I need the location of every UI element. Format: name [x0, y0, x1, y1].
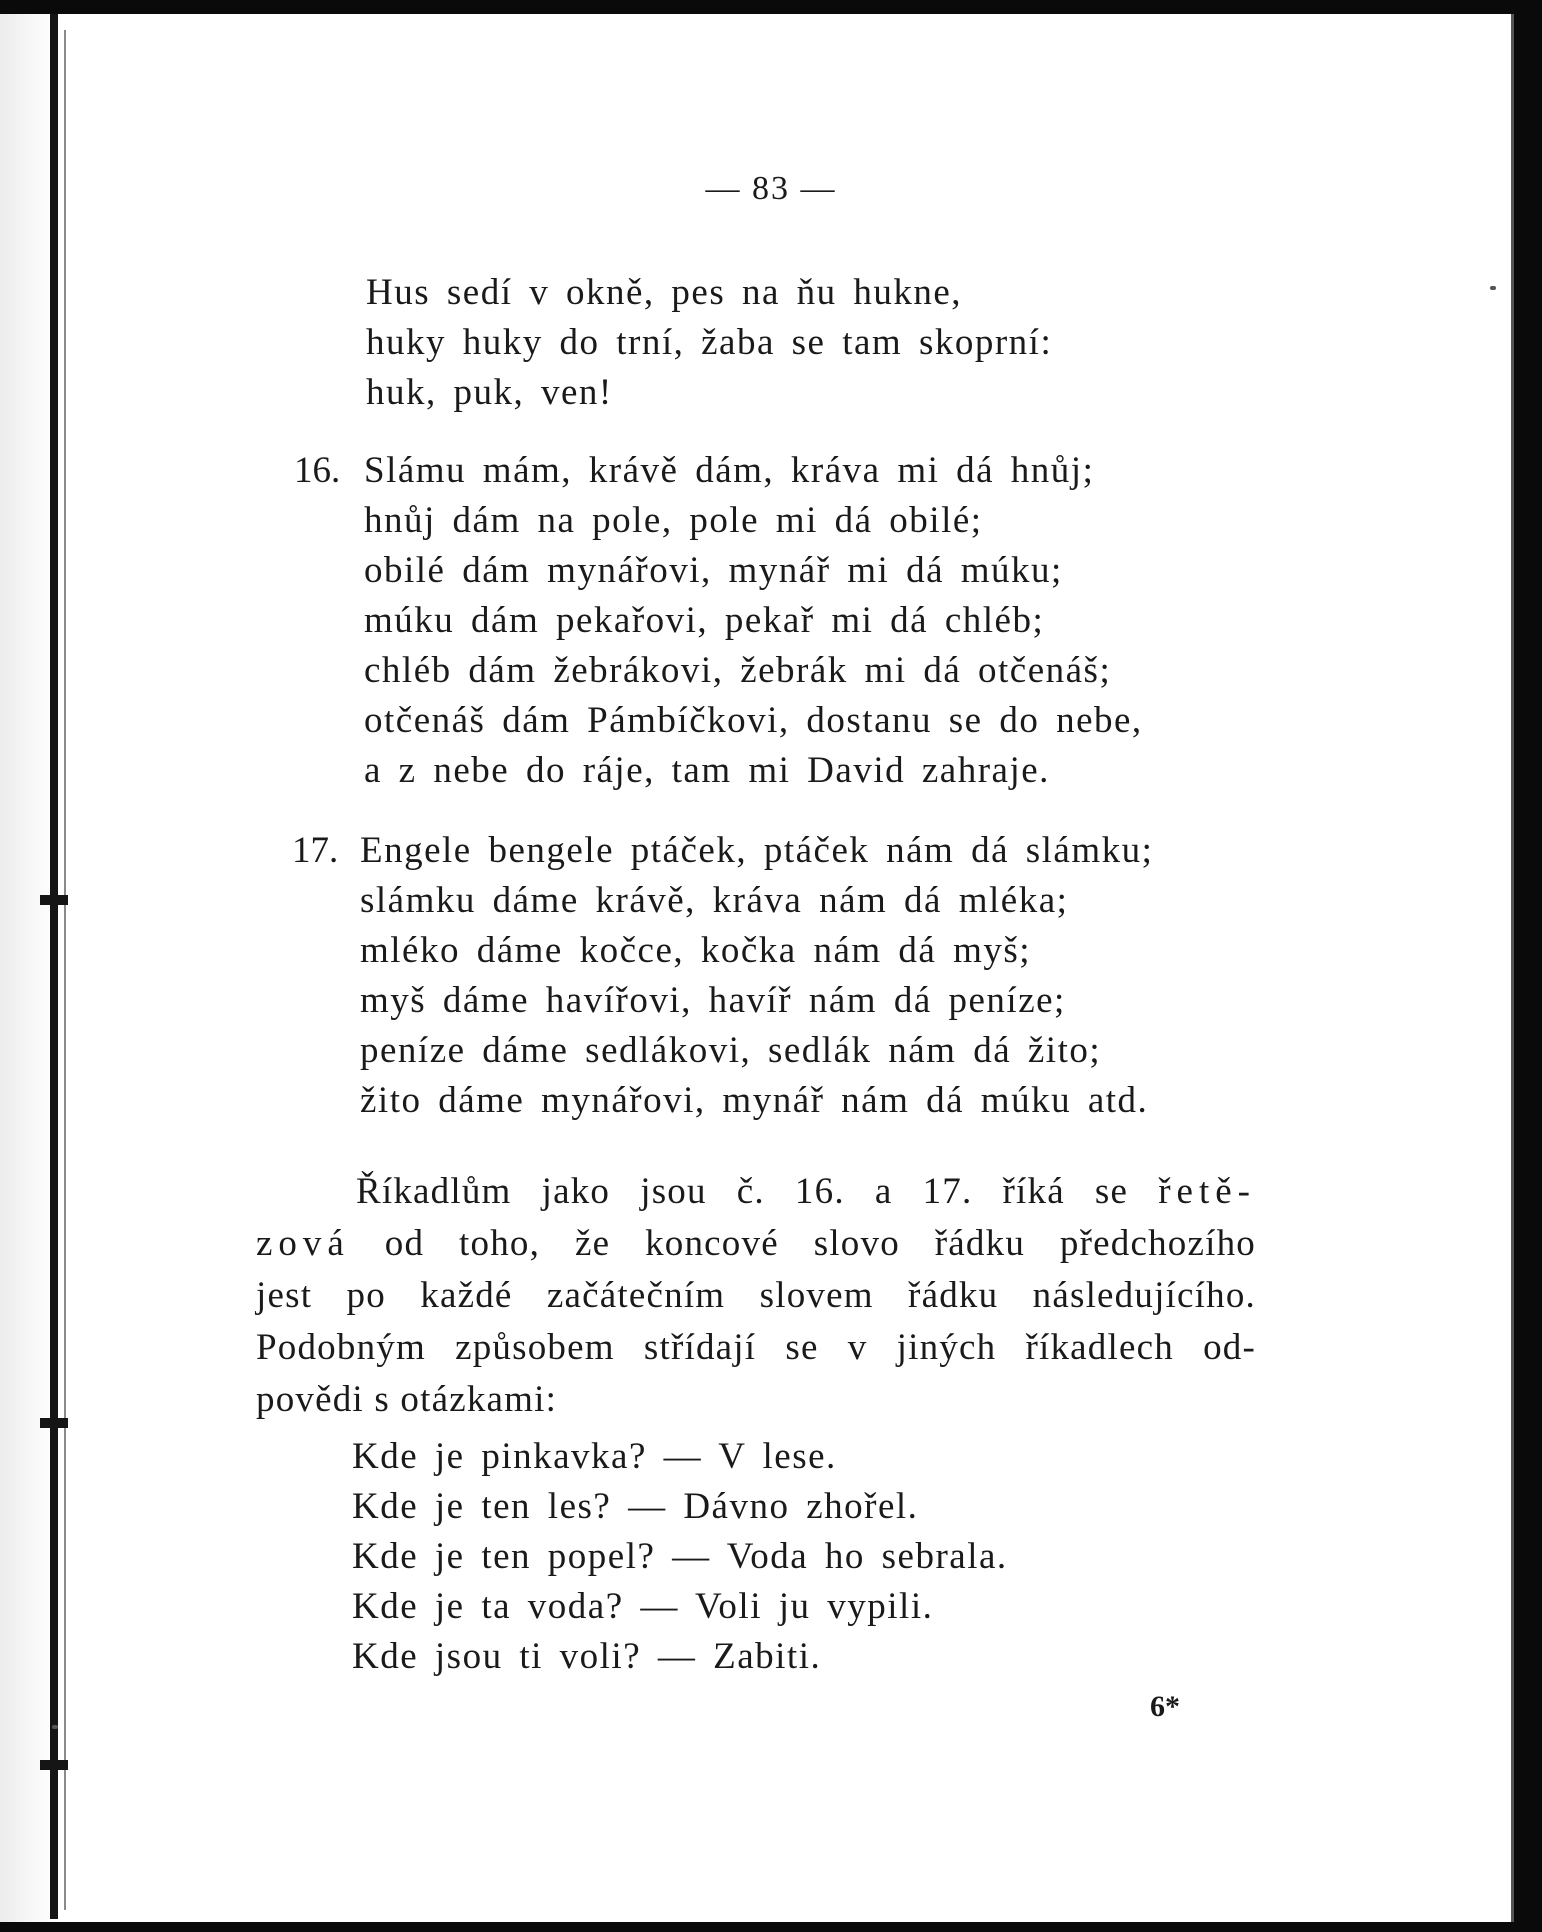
scan-border-top: [0, 0, 1542, 14]
verse-line: huky huky do trní, žaba se tam skoprní:: [366, 322, 1053, 363]
prose-line: [256, 1218, 1256, 1270]
stanza-hus: [366, 268, 1052, 418]
verse-line: a z nebe do ráje, tam mi David zahraje.: [364, 750, 1050, 791]
verse-line: hnůj dám na pole, pole mi dá obilé;: [364, 500, 983, 541]
prose-line: jest po každé začátečním slovem řádku následujícího.: [256, 1275, 1256, 1316]
prose-text: od toho, že koncové slovo řádku předchozího: [384, 1223, 1256, 1264]
verse-line: peníze dáme sedlákovi, sedlák nám dá žito;: [360, 1030, 1102, 1071]
scan-speck: [52, 1725, 58, 1729]
verse-line: mléko dáme kočce, kočka nám dá myš;: [360, 930, 1032, 971]
scan-border-inner-right: [1511, 14, 1514, 1922]
emphasized-term: zová: [256, 1223, 350, 1264]
verse-line: slámku dáme krávě, kráva nám dá mléka;: [360, 880, 1069, 921]
verse-line: myš dáme havířovi, havíř nám dá peníze;: [360, 980, 1066, 1021]
verse-line: chléb dám žebrákovi, žebrák mi dá otčenáš;: [364, 650, 1112, 691]
stanza-number: 17.: [292, 830, 339, 871]
verse-line: Hus sedí v okně, pes na ňu hukne,: [366, 272, 963, 313]
verse-line: múku dám pekařovi, pekař mi dá chléb;: [364, 600, 1045, 641]
prose-line: [256, 1166, 1256, 1218]
prose-line: Podobným způsobem střídají se v jiných říkadlech od-: [256, 1327, 1256, 1368]
binding-notch: [40, 1418, 68, 1428]
binding-edge-thin: [64, 30, 66, 1910]
stanza-17: [360, 826, 1153, 1126]
binding-notch: [40, 895, 68, 905]
scan-border-bottom: [0, 1922, 1542, 1932]
dialogue-verses: [352, 1432, 1008, 1682]
page-gutter-shadow: [0, 14, 54, 1922]
binding-notch: [40, 1760, 68, 1770]
emphasized-term: řetě-: [1158, 1171, 1257, 1212]
verse-line: Engele bengele ptáček, ptáček nám dá slámku;: [360, 830, 1154, 871]
page-number: — 83 —: [705, 170, 837, 207]
scan-speck: [1490, 286, 1496, 290]
verse-line: obilé dám mynářovi, mynář mi dá múku;: [364, 550, 1063, 591]
verse-line: Slámu mám, krávě dám, kráva mi dá hnůj;: [364, 450, 1095, 491]
dialogue-line: Kde je ten popel? — Voda ho sebrala.: [352, 1536, 1008, 1577]
dialogue-line: Kde jsou ti voli? — Zabiti.: [352, 1636, 822, 1677]
prose-text: Říkadlům jako jsou č. 16. a 17. říká se: [356, 1171, 1129, 1212]
stanza-16: [364, 446, 1143, 796]
dialogue-line: Kde je ten les? — Dávno zhořel.: [352, 1486, 919, 1527]
scan-border-right: [1514, 0, 1542, 1932]
verse-line: huk, puk, ven!: [366, 372, 613, 413]
prose-line: povědi s otázkami:: [256, 1379, 558, 1420]
prose-paragraph: [256, 1166, 1256, 1426]
verse-line: otčenáš dám Pámbíčkovi, dostanu se do nebe,: [364, 700, 1143, 741]
signature-mark: 6*: [1150, 1690, 1180, 1723]
dialogue-line: Kde je pinkavka? — V lese.: [352, 1436, 837, 1477]
dialogue-line: Kde je ta voda? — Voli ju vypili.: [352, 1586, 934, 1627]
verse-line: žito dáme mynářovi, mynář nám dá múku atd.: [360, 1080, 1149, 1121]
stanza-number: 16.: [294, 450, 341, 491]
binding-edge: [50, 14, 58, 1919]
